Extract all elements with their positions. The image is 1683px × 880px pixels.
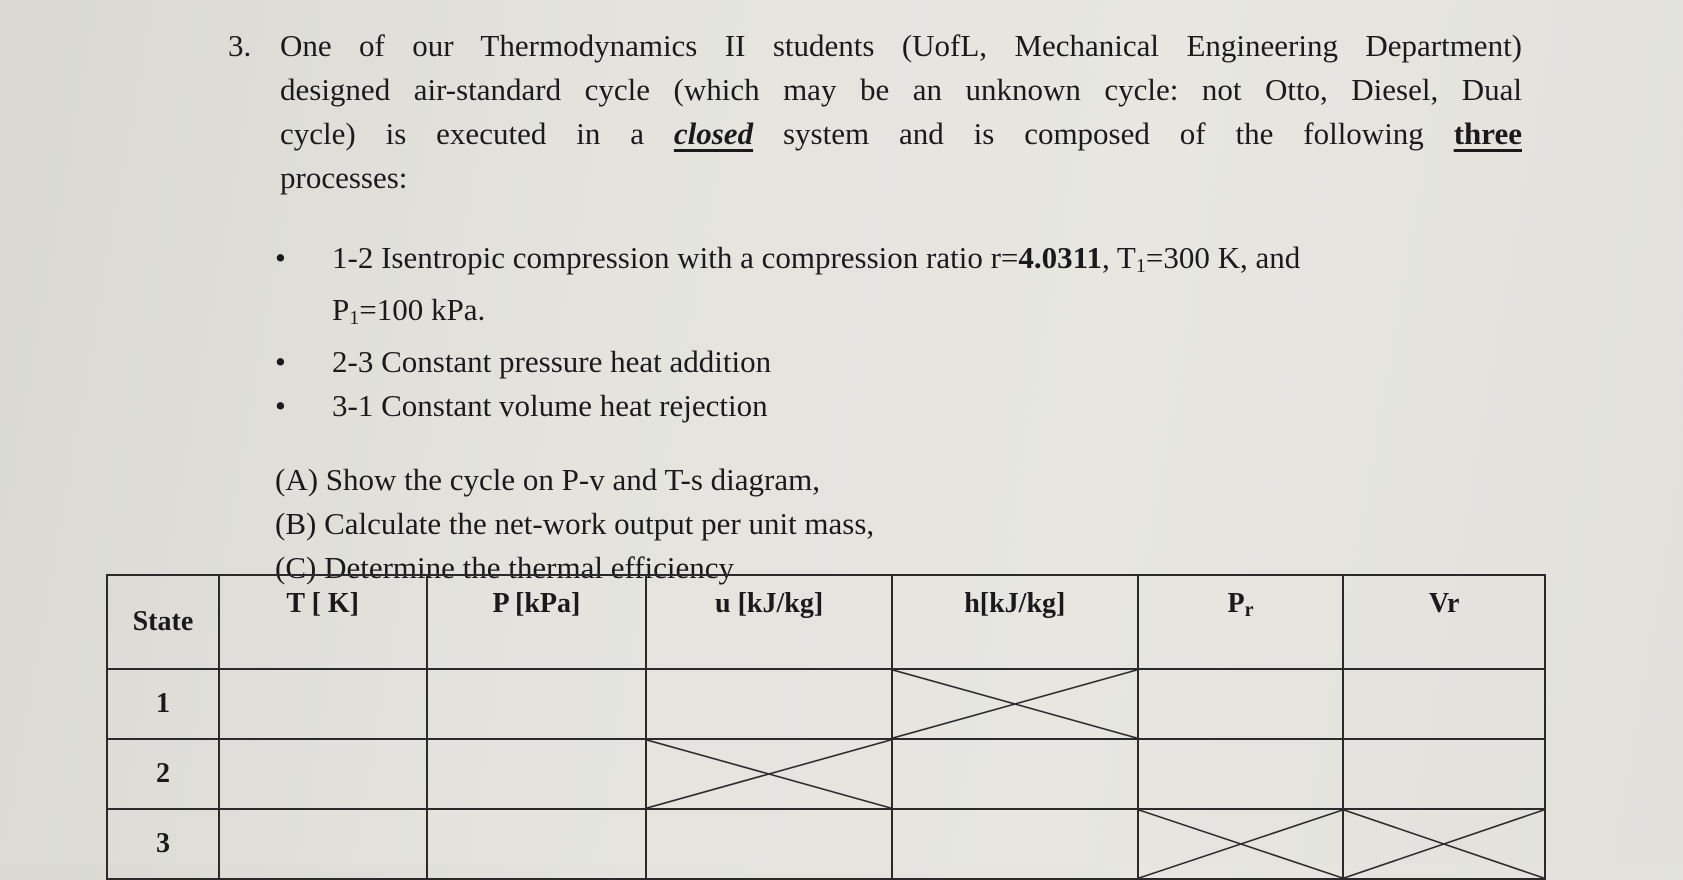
cell-blank[interactable] [427,739,647,809]
process-item-1-2 [275,236,1300,340]
process-1-2-text: 1-2 Isentropic compression with a compression ratio r= [332,240,1019,275]
process-3-1-text: 3-1 Constant volume heat rejection [332,388,768,423]
cell-blank[interactable] [646,669,892,739]
cross-mark-icon [1344,810,1544,878]
header-relative-pressure [1138,575,1344,669]
table-row [107,739,1545,809]
part-c: (C) Determine the thermal efficiency [275,550,735,585]
part-a: (A) Show the cycle on P-v and T-s diagram, [275,462,820,497]
process-item-2-3 [275,340,1300,384]
process-1-2-temp: =300 K, and [1145,240,1301,275]
bullet-icon: • [275,240,286,275]
process-list [275,236,1300,428]
row-state-label: 1 [107,669,219,739]
question-number: 3. [228,28,252,63]
closed-emphasis: closed [673,116,754,151]
row-state-label: 2 [107,739,219,809]
bullet-icon: • [275,344,286,379]
cross-mark-icon [893,670,1137,738]
subscript-1b: 1 [349,307,360,329]
header-temperature: T [ K] [219,575,427,669]
process-1-2-p: P [332,292,350,327]
header-enthalpy: h[kJ/kg] [892,575,1138,669]
line3-text-a: cycle) is executed in a [280,116,674,151]
cross-mark-icon [647,740,891,808]
cell-crossed-out [1138,809,1344,879]
cell-blank[interactable] [1138,739,1344,809]
bullet-icon: • [275,388,286,423]
part-b: (B) Calculate the net-work output per unit mass, [275,506,875,541]
cell-blank[interactable] [427,669,647,739]
line3-text-b: system and is composed of the following [753,116,1454,151]
pr-subscript: r [1244,599,1254,621]
row-state-label: 3 [107,809,219,879]
subscript-1: 1 [1135,255,1146,277]
header-relative-volume: Vr [1343,575,1545,669]
state-table [106,574,1546,880]
compression-ratio-value: 4.0311 [1018,240,1102,275]
process-1-2-t: , T [1101,240,1136,275]
cell-blank[interactable] [1138,669,1344,739]
cell-blank[interactable] [892,809,1138,879]
question-line-4: processes: [280,160,408,195]
cross-mark-icon [1139,810,1343,878]
cell-blank[interactable] [219,809,427,879]
question-line-3 [280,112,1522,156]
question-line-1: One of our Thermodynamics II students (UofL, Mechanical Engineering Department) [280,28,1522,63]
cell-blank[interactable] [427,809,647,879]
cell-blank[interactable] [219,669,427,739]
process-item-3-1 [275,384,1300,428]
process-1-2-pressure: =100 kPa. [359,292,486,327]
cell-blank[interactable] [646,809,892,879]
table-header-row [107,575,1545,669]
cell-crossed-out [646,739,892,809]
cell-crossed-out [892,669,1138,739]
cell-blank[interactable] [892,739,1138,809]
cell-crossed-out [1343,809,1545,879]
table-row [107,809,1545,879]
header-internal-energy: u [kJ/kg] [646,575,892,669]
cell-blank[interactable] [1343,739,1545,809]
process-2-3-text: 2-3 Constant pressure heat addition [332,344,772,379]
table-row [107,669,1545,739]
question-text [280,24,1522,200]
three-emphasis: three [1453,116,1522,151]
question-line-2: designed air-standard cycle (which may be an unknown cycle: not Otto, Diesel, Dual [280,72,1522,107]
header-state: State [107,575,219,669]
question-parts [275,458,874,590]
header-pressure: P [kPa] [427,575,647,669]
cell-blank[interactable] [219,739,427,809]
cell-blank[interactable] [1343,669,1545,739]
pr-main: P [1227,588,1245,619]
